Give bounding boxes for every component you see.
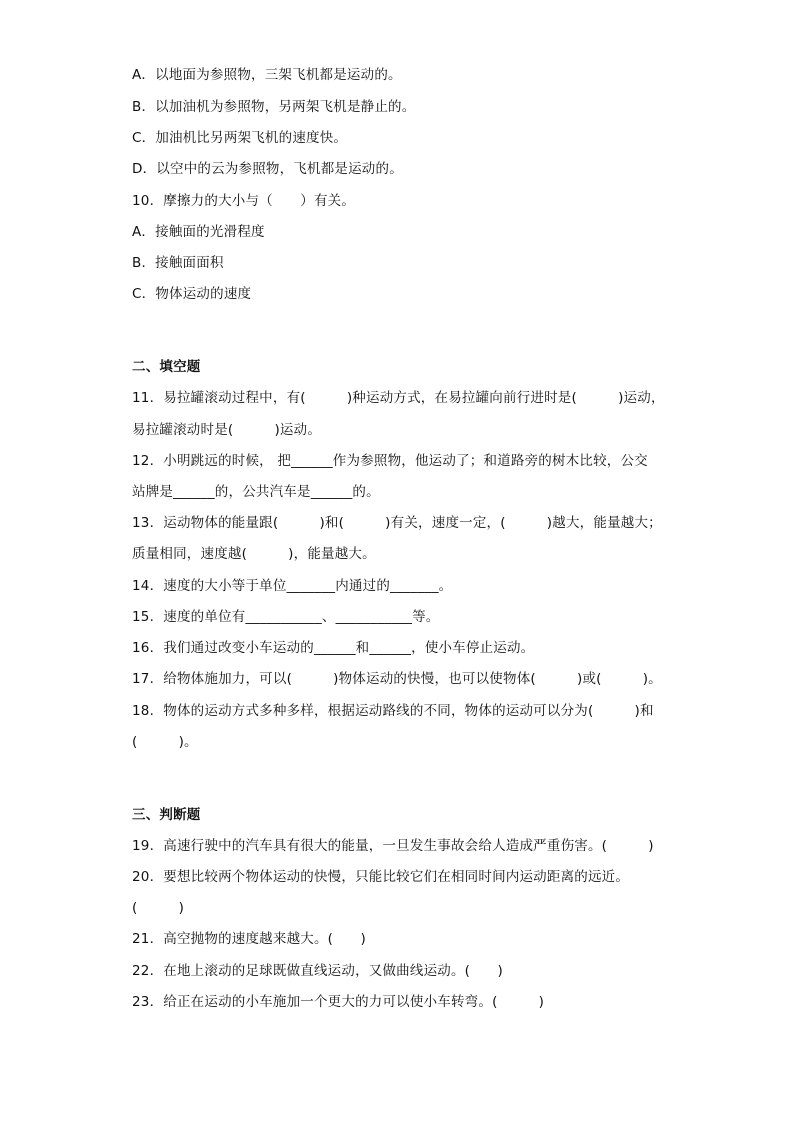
option-9b: B．以加油机为参照物，另两架飞机是静止的。 bbox=[132, 99, 416, 115]
question-18-line-1: 18．物体的运动方式多种多样，根据运动路线的不同，物体的运动可以分为( )和 bbox=[132, 703, 654, 719]
question-19: 19．高速行驶中的汽车具有很大的能量，一旦发生事故会给人造成严重伤害。( ) bbox=[132, 838, 654, 854]
question-20-line-1: 20．要想比较两个物体运动的快慢，只能比较它们在相同时间内运动距离的远近。 bbox=[132, 869, 630, 885]
question-22: 22．在地上滚动的足球既做直线运动，又做曲线运动。( ) bbox=[132, 963, 504, 979]
question-17: 17．给物体施加力，可以( )物体运动的快慢，也可以使物体( )或( )。 bbox=[132, 671, 662, 687]
question-13-line-2: 质量相同，速度越( )，能量越大。 bbox=[132, 546, 376, 562]
option-9c: C．加油机比另两架飞机的速度快。 bbox=[132, 130, 348, 146]
section-heading-true-false: 三、判断题 bbox=[132, 807, 201, 823]
question-16: 16．我们通过改变小车运动的______和______，使小车停止运动。 bbox=[132, 640, 535, 656]
option-10c: C．物体运动的速度 bbox=[132, 286, 252, 302]
question-11-line-1: 11．易拉罐滚动过程中，有( )种运动方式，在易拉罐向前行进时是( )运动， bbox=[132, 390, 665, 406]
question-21: 21．高空抛物的速度越来越大。( ) bbox=[132, 931, 367, 947]
question-20-line-2: ( ) bbox=[132, 900, 185, 916]
question-10: 10．摩擦力的大小与（ ）有关。 bbox=[132, 193, 356, 209]
option-9a: A．以地面为参照物，三架飞机都是运动的。 bbox=[132, 67, 402, 83]
question-13-line-1: 13．运动物体的能量跟( )和( )有关，速度一定，( )越大，能量越大； bbox=[132, 515, 662, 531]
question-12-line-2: 站牌是______的，公共汽车是______的。 bbox=[132, 484, 380, 500]
question-18-line-2: ( )。 bbox=[132, 734, 198, 750]
question-15: 15．速度的单位有___________、___________等。 bbox=[132, 609, 440, 625]
option-10a: A．接触面的光滑程度 bbox=[132, 224, 265, 240]
question-14: 14．速度的大小等于单位_______内通过的_______。 bbox=[132, 578, 453, 594]
question-11-line-2: 易拉罐滚动时是( )运动。 bbox=[132, 422, 322, 438]
question-23: 23．给正在运动的小车施加一个更大的力可以使小车转弯。( ) bbox=[132, 994, 545, 1010]
option-9d: D．以空中的云为参照物，飞机都是运动的。 bbox=[132, 161, 403, 177]
option-10b: B．接触面面积 bbox=[132, 255, 224, 271]
section-heading-fill-in: 二、填空题 bbox=[132, 359, 201, 375]
question-12-line-1: 12．小明跳远的时候， 把______作为参照物，他运动了；和道路旁的树木比较，公交 bbox=[132, 453, 648, 469]
